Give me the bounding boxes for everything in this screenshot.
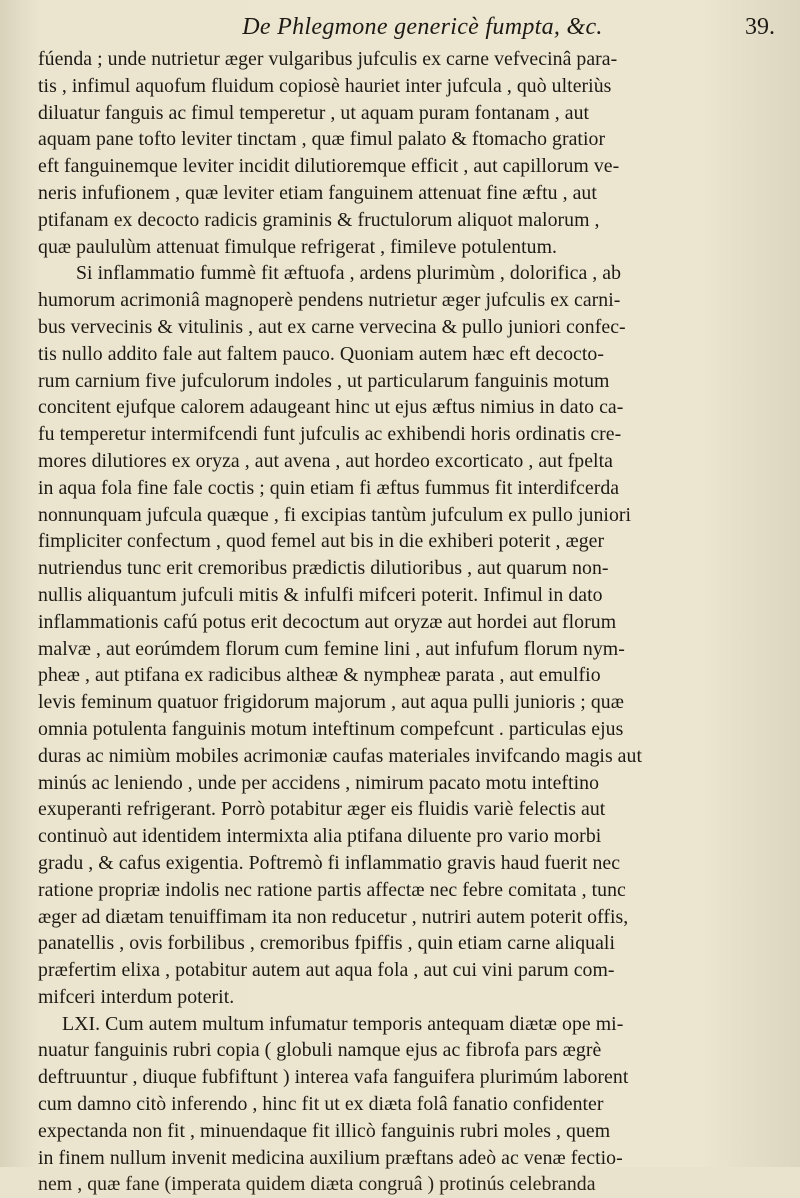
text-line: Si inflammatio fummè fit æftuofa , ardens plurimùm , dolorifica , ab (76, 262, 622, 285)
text-line: in aqua fola fine fale coctis ; quin etiam fi æftus fummus fit interdifcerda (38, 476, 620, 499)
text-line: fu temperetur intermifcendi funt jufculis ac exhibendi horis ordinatis cre- (38, 423, 622, 446)
text-line: nem , quæ fane (imperata quidem diæta congruâ ) protinús celebranda (38, 1173, 596, 1196)
text-line: aquam pane tofto leviter tinctam , quæ fimul palato & ftomacho gratior (38, 128, 606, 151)
text-line: fúenda ; unde nutrietur æger vulgaribus jufculis ex carne vefvecinâ para- (38, 48, 618, 70)
text-line: omnia potulenta fanguinis motum inteftinum compefcunt . particulas ejus (38, 717, 624, 740)
text-line: panatellis , ovis forbilibus , cremoribus fpiffis , quin etiam carne aliquali (38, 932, 616, 955)
text-line: diluatur fanguis ac fimul temperetur , ut aquam puram fontanam , aut (38, 101, 590, 124)
text-line: neris infufionem , quæ leviter etiam fanguinem attenuat fine æftu , aut (38, 181, 597, 204)
text-line: ptifanam ex decocto radicis graminis & fructulorum aliquot malorum , (38, 208, 600, 231)
text-line: LXI. Cum autem multum infumatur temporis antequam diætæ ope mi- (62, 1012, 624, 1035)
text-line: minús ac leniendo , unde per accidens , nimirum pacato motu inteftino (38, 771, 600, 794)
text-line: pheæ , aut ptifana ex radicibus altheæ & nympheæ parata , aut emulfio (38, 664, 601, 687)
text-line: deftruuntur , diuque fubfiftunt ) interea vafa fanguifera plurimúm laborent (38, 1066, 629, 1089)
text-line: fimpliciter confectum , quod femel aut bis in die exhiberi poterit , æger (38, 530, 605, 553)
text-line: quæ paululùm attenuat fimulque refrigerat , fimileve potulentum. (38, 235, 558, 258)
page-header (70, 14, 775, 46)
text-line: eft fanguinemque leviter incidit dilutioremque efficit , aut capillorum ve- (38, 155, 620, 178)
text-line: mores dilutiores ex oryza , aut avena , aut hordeo excorticato , aut fpelta (38, 449, 613, 472)
text-line: expectanda non fit , minuendaque fit illicò fanguinis rubri moles , quem (38, 1119, 611, 1142)
text-line: malvæ , aut eorúmdem florum cum femine lini , aut infufum florum nym- (38, 637, 625, 660)
text-line: levis feminum quatuor frigidorum majorum , aut aqua pulli junioris ; quæ (38, 691, 624, 714)
text-line: exuperanti refrigerant. Porrò potabitur æger eis fluidis variè felectis aut (38, 798, 606, 821)
text-line: nullis aliquantum jufculi mitis & infulfi mifceri poterit. Infimul in dato (38, 583, 603, 606)
text-line: continuò aut identidem intermixta alia ptifana diluente pro vario morbi (38, 825, 602, 848)
text-line: ratione propriæ indolis nec ratione partis affectæ nec febre comitata , tunc (38, 878, 626, 901)
text-line: præfertim elixa , potabitur autem aut aqua fola , aut cui vini parum com- (38, 959, 615, 982)
text-line: nonnunquam jufcula quæque , fi excipias tantùm jufculum ex pullo juniori (38, 503, 632, 526)
text-line: mifceri interdum poterit. (38, 985, 235, 1008)
text-line: gradu , & cafus exigentia. Poftremò fi inflammatio gravis haud fuerit nec (38, 851, 621, 874)
text-line: rum carnium five jufculorum indoles , ut particularum fanguinis motum (38, 369, 610, 392)
text-line: humorum acrimoniâ magnoperè pendens nutrietur æger jufculis ex carni- (38, 289, 621, 312)
running-title: De Phlegmone genericè fumpta, &c. (242, 14, 603, 40)
text-line: nuatur fanguinis rubri copia ( globuli namque ejus ac fibrofa pars ægrè (38, 1039, 602, 1062)
page-number: 39. (745, 14, 775, 40)
body-text (38, 46, 776, 1198)
text-line: nutriendus tunc erit cremoribus prædictis dilutioribus , aut quarum non- (38, 557, 609, 580)
text-line: æger ad diætam tenuiffimam ita non reducetur , nutriri autem poterit offis, (38, 905, 629, 928)
text-line: duras ac nimiùm mobiles acrimoniæ caufas materiales invifcando magis aut (38, 744, 643, 767)
text-line: tis , infimul aquofum fluidum copiosè hauriet inter jufcula , quò ulteriùs (38, 74, 612, 97)
text-line: cum damno citò inferendo , hinc fit ut ex diæta folâ fanatio confidenter (38, 1093, 604, 1116)
text-line: bus vervecinis & vitulinis , aut ex carne vervecina & pullo juniori confec- (38, 315, 626, 338)
text-line: inflammationis cafú potus erit decoctum aut oryzæ aut hordei aut florum (38, 610, 617, 633)
text-line: concitent ejufque calorem adaugeant hinc ut ejus æftus nimius in dato ca- (38, 396, 624, 419)
text-line: tis nullo addito fale aut faltem pauco. Quoniam autem hæc eft decocto- (38, 342, 604, 365)
text-line: in finem nullum invenit medicina auxilium præftans adeò ac venæ fectio- (38, 1146, 623, 1169)
